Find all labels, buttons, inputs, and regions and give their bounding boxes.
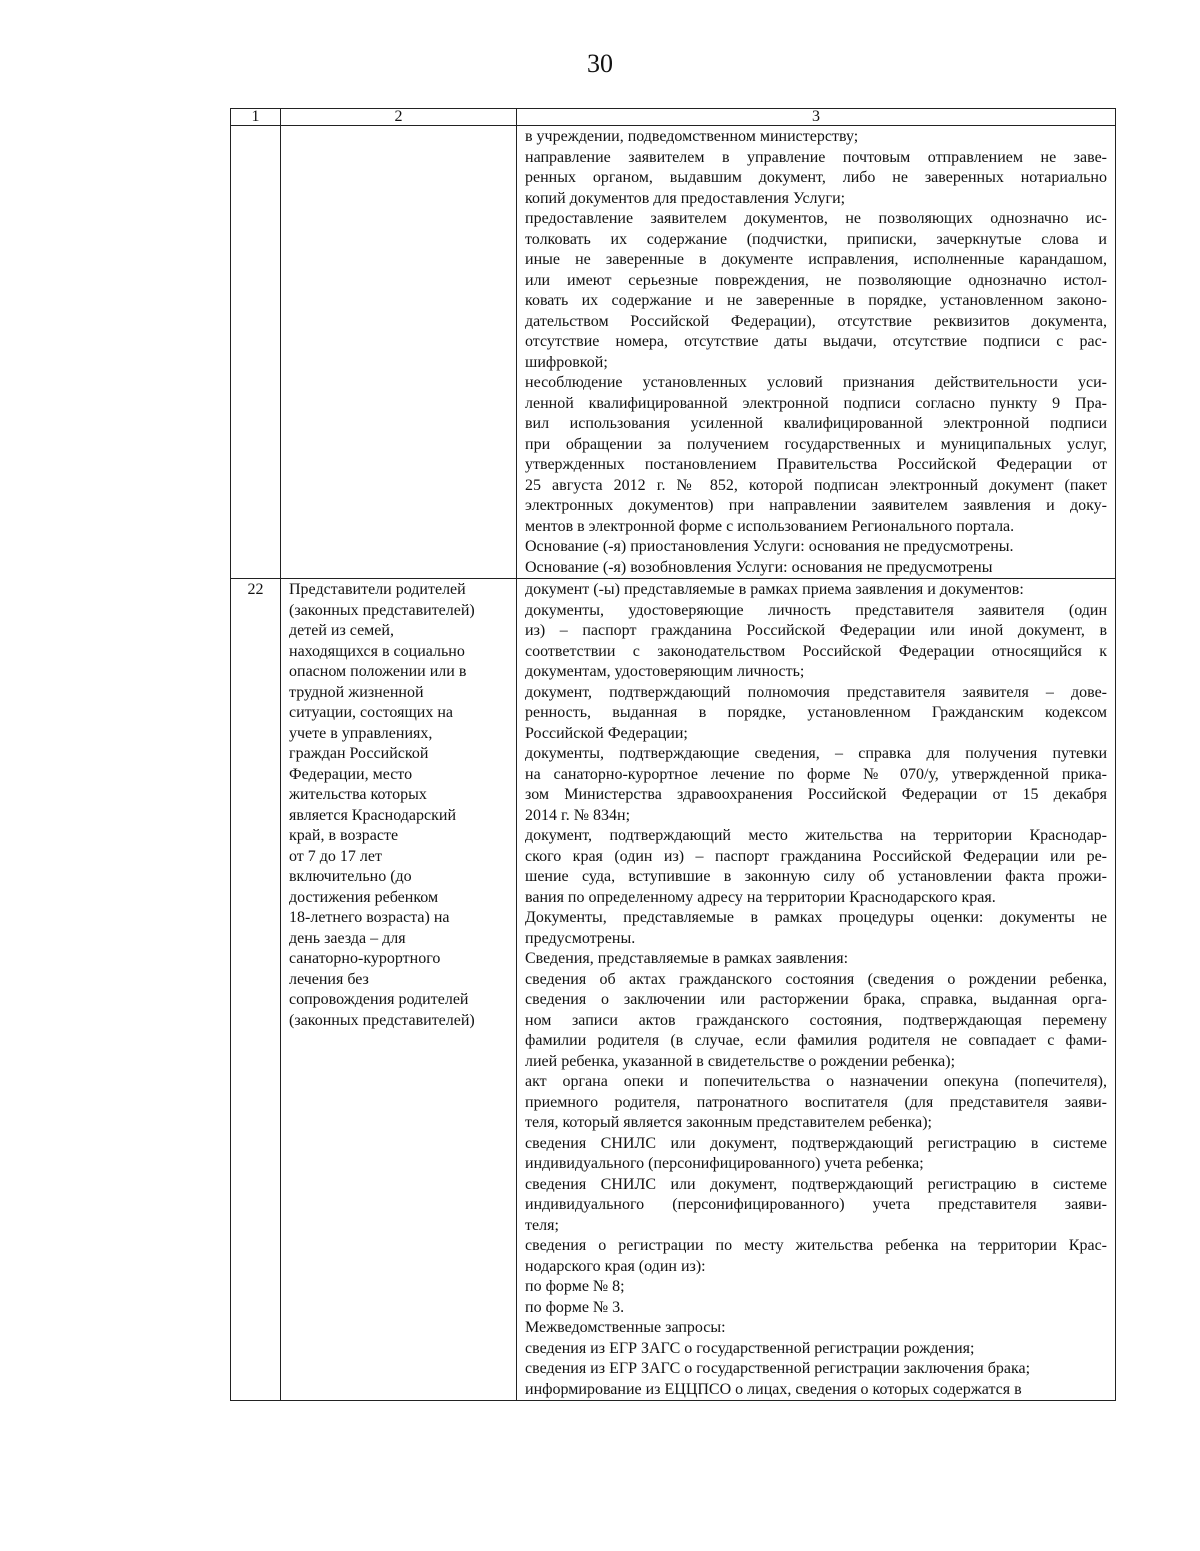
text-line: копий документов для предоставления Услуги; [525,189,846,207]
text-line: опасном положении или в [289,663,467,680]
text-line: Сведения, представляемые в рамках заявления: [525,950,849,967]
text-line: от 7 до 17 лет [289,847,382,865]
text-line: находящихся в социально [289,642,465,660]
text-line: шение суда, вступившие в законную силу об установлении факта прожи- [525,868,1107,885]
text-line: край, в возрасте [289,827,399,844]
header-col-3: 3 [517,109,1116,126]
text-line: жительства которых [289,786,427,803]
header-col-1: 1 [231,109,281,126]
text-line: детей из семей, [289,622,394,639]
text-line: документы, удостоверяющие личность представителя заявителя (один [525,601,1107,619]
text-line: граждан Российской [289,745,429,762]
text-line: утвержденных постановлением Правительства Российской Федерации от [525,456,1107,473]
text-line: вания по определенному адресу на территории Краснодарского края. [525,888,996,906]
row-number-cell: 22 [231,579,281,1401]
text-line: включительно (до [289,868,412,885]
header-col-2: 2 [281,109,517,126]
text-line: ренность, выданная в порядке, установленном Гражданским кодексом [525,704,1107,721]
text-line: Федерации, место [289,765,413,783]
text-line: при обращении за получением государственных и муниципальных услуг, [525,435,1107,453]
text-line: лечения без [289,970,369,988]
text-line: документ, подтверждающий место жительства на территории Краснодар- [525,827,1107,844]
details-cell [517,579,1116,1401]
text-line: сведения о регистрации по месту жительства ребенка на территории Крас- [525,1237,1107,1254]
text-line: лией ребенка, указанной в свидетельстве о рождении ребенка); [525,1052,956,1070]
text-line: приемного родителя, патронатного воспитателя (для представителя заяви- [525,1093,1107,1111]
text-line: сведения из ЕГР ЗАГС о государственной регистрации заключения брака; [525,1360,1031,1377]
text-line: несоблюдение установленных условий признания действительности уси- [525,374,1107,391]
services-table [230,108,1116,1401]
text-line: Российской Федерации; [525,724,688,742]
text-line: акт органа опеки и попечительства о назначении опекуна (попечителя), [525,1073,1107,1090]
text-line: Документы, представляемые в рамках процедуры оценки: документы не [525,909,1107,926]
text-line: Представители родителей [289,581,466,598]
text-line: является Краснодарский [289,806,457,824]
applicant-cell [281,126,517,579]
text-line: сведения из ЕГР ЗАГС о государственной регистрации рождения; [525,1339,975,1357]
text-line: или имеют серьезные повреждения, не позволяющие однозначно истол- [525,271,1107,289]
text-line: по форме № 8; [525,1278,625,1295]
text-line: ленной квалифицированной электронной подписи согласно пункту 9 Пра- [525,394,1107,412]
text-line: нодарского края (один из): [525,1257,706,1275]
text-line: трудной жизненной [289,683,424,701]
text-line: теля, который является законным представителем ребенка); [525,1114,932,1131]
text-line: документам, удостоверяющим личность; [525,663,805,680]
text-line: Основание (-я) приостановления Услуги: основания не предусмотрены. [525,538,1014,555]
text-line: учете в управлениях, [289,724,433,742]
text-line: соответствии с законодательством Российской Федерации относящийся к [525,642,1107,660]
row-number-cell [231,126,281,579]
text-line: 2014 г. № 834н; [525,806,631,824]
text-line: документы, подтверждающие сведения, – справка для получения путевки [525,745,1107,762]
text-line: ментов в электронной форме с использованием Регионального портала. [525,517,1015,535]
text-line: в учреждении, подведомственном министерству; [525,128,859,145]
text-line: 25 августа 2012 г. № 852, которой подписан электронный документ (пакет [525,476,1107,494]
text-line: предусмотрены. [525,929,636,947]
text-line: (законных представителей) [289,601,475,619]
text-line: зом Министерства здравоохранения Российской Федерации от 15 декабря [525,786,1107,803]
text-line: ситуации, состоящих на [289,704,454,721]
text-line: сведения о заключении или расторжении брака, справка, выданная орга- [525,991,1107,1008]
text-line: иные не заверенные в документе исправления, исполненные карандашом, [525,251,1107,268]
text-line: информирование из ЕЦЦПСО о лицах, сведения о которых содержатся в [525,1380,1022,1398]
text-line: сведения СНИЛС или документ, подтверждающий регистрацию в системе [525,1134,1107,1152]
text-line: направление заявителем в управление почтовым отправлением не заве- [525,148,1107,166]
text-line: индивидуального (персонифицированного) учета ребенка; [525,1155,924,1172]
text-line: электронных документов) при направлении заявителем заявления и доку- [525,497,1107,514]
text-line: достижения ребенком [289,888,439,906]
text-line: шифровкой; [525,353,608,371]
text-line: на санаторно-курортное лечение по форме № 070/у, утвержденной прика- [525,765,1107,783]
text-line: санаторно-курортного [289,950,441,967]
table-row-continuation [231,126,1116,579]
table-header-row [231,109,1116,126]
text-line: 18-летнего возраста) на [289,909,450,926]
page-number: 30 [587,49,613,78]
text-line: Межведомственные запросы: [525,1319,726,1336]
text-line: Основание (-я) возобновления Услуги: основания не предусмотрены [525,558,993,576]
text-line: ренных органом, выдавшим документ, либо не заверенных нотариально [525,169,1107,186]
text-line: дательством Российской Федерации), отсутствие реквизитов документа, [525,312,1107,330]
text-line: индивидуального (персонифицированного) учета представителя заяви- [525,1196,1107,1213]
text-line: фамилии родителя (в случае, если фамилия родителя не совпадает с фами- [525,1032,1107,1049]
applicant-cell [281,579,517,1401]
text-line: сведения об актах гражданского состояния (сведения о рождении ребенка, [525,970,1107,988]
table-row-22 [231,579,1116,1401]
text-line: день заезда – для [289,929,406,947]
text-line: вил использования усиленной квалифицированной электронной подписи [525,415,1107,432]
text-line: из) – паспорт гражданина Российской Федерации или иной документ, в [525,622,1107,639]
text-line: сопровождения родителей [289,991,469,1008]
text-line: отсутствие номера, отсутствие даты выдачи, отсутствие подписи с рас- [525,333,1107,350]
text-line: по форме № 3. [525,1298,625,1316]
text-line: (законных представителей) [289,1011,475,1029]
text-line: сведения СНИЛС или документ, подтверждающий регистрацию в системе [525,1175,1107,1193]
text-line: предоставление заявителем документов, не позволяющих однозначно ис- [525,210,1107,227]
text-line: документ (-ы) представляемые в рамках приема заявления и документов: [525,581,1024,598]
details-cell [517,126,1116,579]
text-line: ского края (один из) – паспорт гражданина Российской Федерации или ре- [525,847,1107,865]
text-line: ном записи актов гражданского состояния, подтверждающая перемену [525,1011,1107,1029]
text-line: ковать их содержание и не заверенные в порядке, установленном законо- [525,292,1107,309]
text-line: толковать их содержание (подчистки, приписки, зачеркнутые слова и [525,230,1107,248]
text-line: теля; [525,1216,559,1234]
text-line: документ, подтверждающий полномочия представителя заявителя – дове- [525,683,1107,701]
